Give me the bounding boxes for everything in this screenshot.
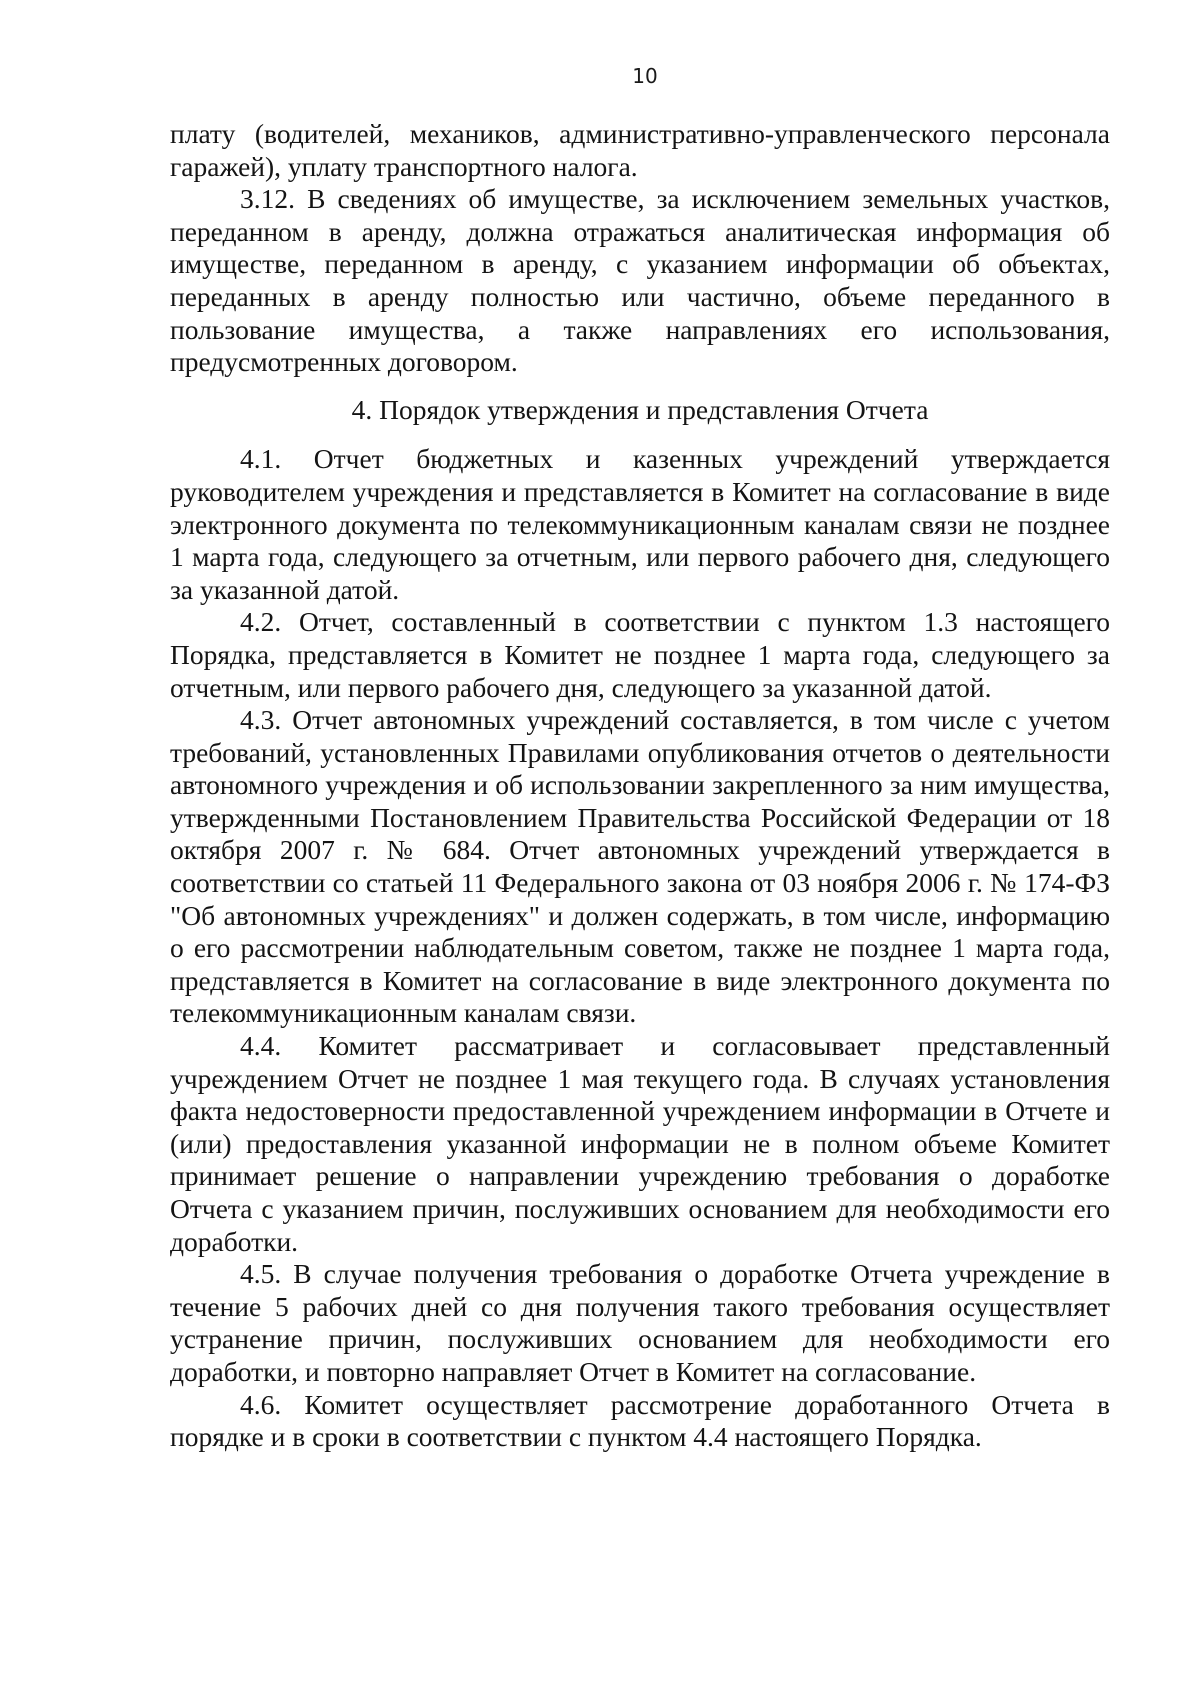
paragraph-4-1: 4.1. Отчет бюджетных и казенных учреждений утверждается руководителем учреждения и представляется в Комитет на согласование в виде электронного документа по телекоммуникационным каналам связи не позднее 1 марта года, следующего за отчетным, или первого рабочего дня, следующего за указанной датой. [170,443,1110,605]
paragraph-4-3: 4.3. Отчет автономных учреждений составляется, в том числе с учетом требований, установленных Правилами опубликования отчетов о деятельности автономного учреждения и об использовании закрепленного за ним имущества, утвержденными Постановлением Правительства Российской Федерации от 18 октября 2007 г. № 684. Отчет автономных учреждений утверждается в соответствии со статьей 11 Федерального закона от 03 ноября 2006 г. № 174-ФЗ "Об автономных учреждениях" и должен содержать, в том числе, информацию о его рассмотрении наблюдательным советом, также не позднее 1 марта года, представляется в Комитет на согласование в виде электронного документа по телекоммуникационным каналам связи. [170,704,1110,1029]
document-body [170,118,1110,1454]
page-number: 10 [632,64,658,88]
paragraph-continuation: плату (водителей, механиков, административно-управленческого персонала гаражей), уплату транспортного налога. [170,118,1110,182]
paragraph-4-5: 4.5. В случае получения требования о доработке Отчета учреждение в течение 5 рабочих дней со дня получения такого требования осуществляет устранение причин, послуживших основанием для необходимости его доработки, и повторно направляет Отчет в Комитет на согласование. [170,1258,1110,1387]
paragraph-4-6: 4.6. Комитет осуществляет рассмотрение доработанного Отчета в порядке и в сроки в соответствии с пунктом 4.4 настоящего Порядка. [170,1388,1110,1453]
paragraph-4-2: 4.2. Отчет, составленный в соответствии с пунктом 1.3 настоящего Порядка, представляется в Комитет не позднее 1 марта года, следующего за отчетным, или первого рабочего дня, следующего за указанной датой. [170,606,1110,703]
section-heading: 4. Порядок утверждения и представления Отчета [351,393,929,425]
paragraph-4-4: 4.4. Комитет рассматривает и согласовывает представленный учреждением Отчет не позднее 1 мая текущего года. В случаях установления факта недостоверности предоставленной учреждением информации в Отчете и (или) предоставления указанной информации не в полном объеме Комитет принимает решение о направлении учреждению требования о доработке Отчета с указанием причин, послуживших основанием для необходимости его доработки. [170,1030,1110,1257]
paragraph-3-12: 3.12. В сведениях об имуществе, за исключением земельных участков, переданном в аренду, должна отражаться аналитическая информация об имуществе, переданном в аренду, с указанием информации об объектах, переданных в аренду полностью или частично, объеме переданного в пользование имущества, а также направлениях его использования, предусмотренных договором. [170,183,1110,378]
